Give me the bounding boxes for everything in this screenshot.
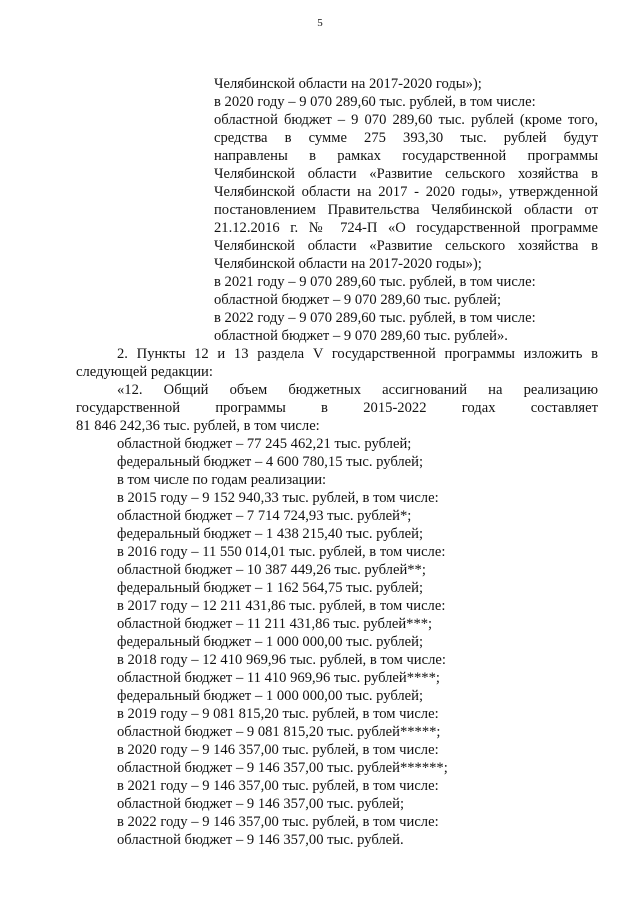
block1-line: Челябинской области на 2017-2020 годы»); [214, 76, 482, 92]
block1-line: в 2022 году – 9 070 289,60 тыс. рублей, в том числе: [214, 310, 536, 326]
list-item: в том числе по годам реализации: [117, 472, 327, 488]
block1-line: в 2020 году – 9 070 289,60 тыс. рублей, в том числе: [214, 94, 536, 110]
list-item: областной бюджет – 9 081 815,20 тыс. рублей*****; [117, 724, 441, 740]
block1-line: средства в сумме 275 393,30 тыс. рублей будут [214, 130, 598, 146]
block1-line: областной бюджет – 9 070 289,60 тыс. рублей; [214, 292, 502, 308]
block1-line: Челябинской области на 2017 - 2020 годы», утвержденной [214, 184, 598, 200]
paragraph-3-line: 81 846 242,36 тыс. рублей, в том числе: [76, 418, 320, 434]
list-item: в 2018 году – 12 410 969,96 тыс. рублей, в том числе: [117, 652, 446, 668]
list-item: областной бюджет – 9 146 357,00 тыс. рублей******; [117, 760, 448, 776]
block1-line: 21.12.2016 г. № 724-П «О государственной программе [214, 220, 598, 236]
block1-line: областной бюджет – 9 070 289,60 тыс. рублей (кроме того, [214, 112, 598, 128]
list-item: в 2015 году – 9 152 940,33 тыс. рублей, в том числе: [117, 490, 439, 506]
list-item: областной бюджет – 9 146 357,00 тыс. рублей; [117, 796, 405, 812]
block1-line: Челябинской области «Развитие сельского хозяйства в [214, 166, 598, 182]
page-number: 5 [317, 17, 323, 29]
list-item: в 2016 году – 11 550 014,01 тыс. рублей, в том числе: [117, 544, 446, 560]
paragraph-2-line: 2. Пункты 12 и 13 раздела V государственной программы изложить в [117, 346, 598, 362]
block1-line: в 2021 году – 9 070 289,60 тыс. рублей, в том числе: [214, 274, 536, 290]
block1-line: направлены в рамках государственной программы [214, 148, 598, 164]
list-item: федеральный бюджет – 1 000 000,00 тыс. рублей; [117, 634, 424, 650]
list-item: федеральный бюджет – 1 438 215,40 тыс. рублей; [117, 526, 424, 542]
list-item: федеральный бюджет – 1 162 564,75 тыс. рублей; [117, 580, 424, 596]
list-item: в 2017 году – 12 211 431,86 тыс. рублей, в том числе: [117, 598, 446, 614]
paragraph-2-line: следующей редакции: [76, 364, 213, 380]
list-item: областной бюджет – 9 146 357,00 тыс. рублей. [117, 832, 404, 848]
list-item: федеральный бюджет – 1 000 000,00 тыс. рублей; [117, 688, 424, 704]
block1-line: Челябинской области на 2017-2020 годы»); [214, 256, 482, 272]
list-item: в 2022 году – 9 146 357,00 тыс. рублей, в том числе: [117, 814, 439, 830]
block1-line: Челябинской области «Развитие сельского хозяйства в [214, 238, 598, 254]
list-item: областной бюджет – 7 714 724,93 тыс. рублей*; [117, 508, 412, 524]
paragraph-3-line: государственной программы в 2015-2022 годах составляет [76, 400, 598, 416]
list-item: в 2020 году – 9 146 357,00 тыс. рублей, в том числе: [117, 742, 439, 758]
list-item: в 2021 году – 9 146 357,00 тыс. рублей, в том числе: [117, 778, 439, 794]
list-item: областной бюджет – 11 410 969,96 тыс. рублей****; [117, 670, 440, 686]
list-item: в 2019 году – 9 081 815,20 тыс. рублей, в том числе: [117, 706, 439, 722]
block1-line: постановлением Правительства Челябинской области от [214, 202, 598, 218]
list-item: областной бюджет – 77 245 462,21 тыс. рублей; [117, 436, 412, 452]
list-item: федеральный бюджет – 4 600 780,15 тыс. рублей; [117, 454, 424, 470]
paragraph-3-line: «12. Общий объем бюджетных ассигнований на реализацию [117, 382, 598, 398]
list-item: областной бюджет – 11 211 431,86 тыс. рублей***; [117, 616, 433, 632]
list-item: областной бюджет – 10 387 449,26 тыс. рублей**; [117, 562, 426, 578]
block1-line: областной бюджет – 9 070 289,60 тыс. рублей». [214, 328, 508, 344]
